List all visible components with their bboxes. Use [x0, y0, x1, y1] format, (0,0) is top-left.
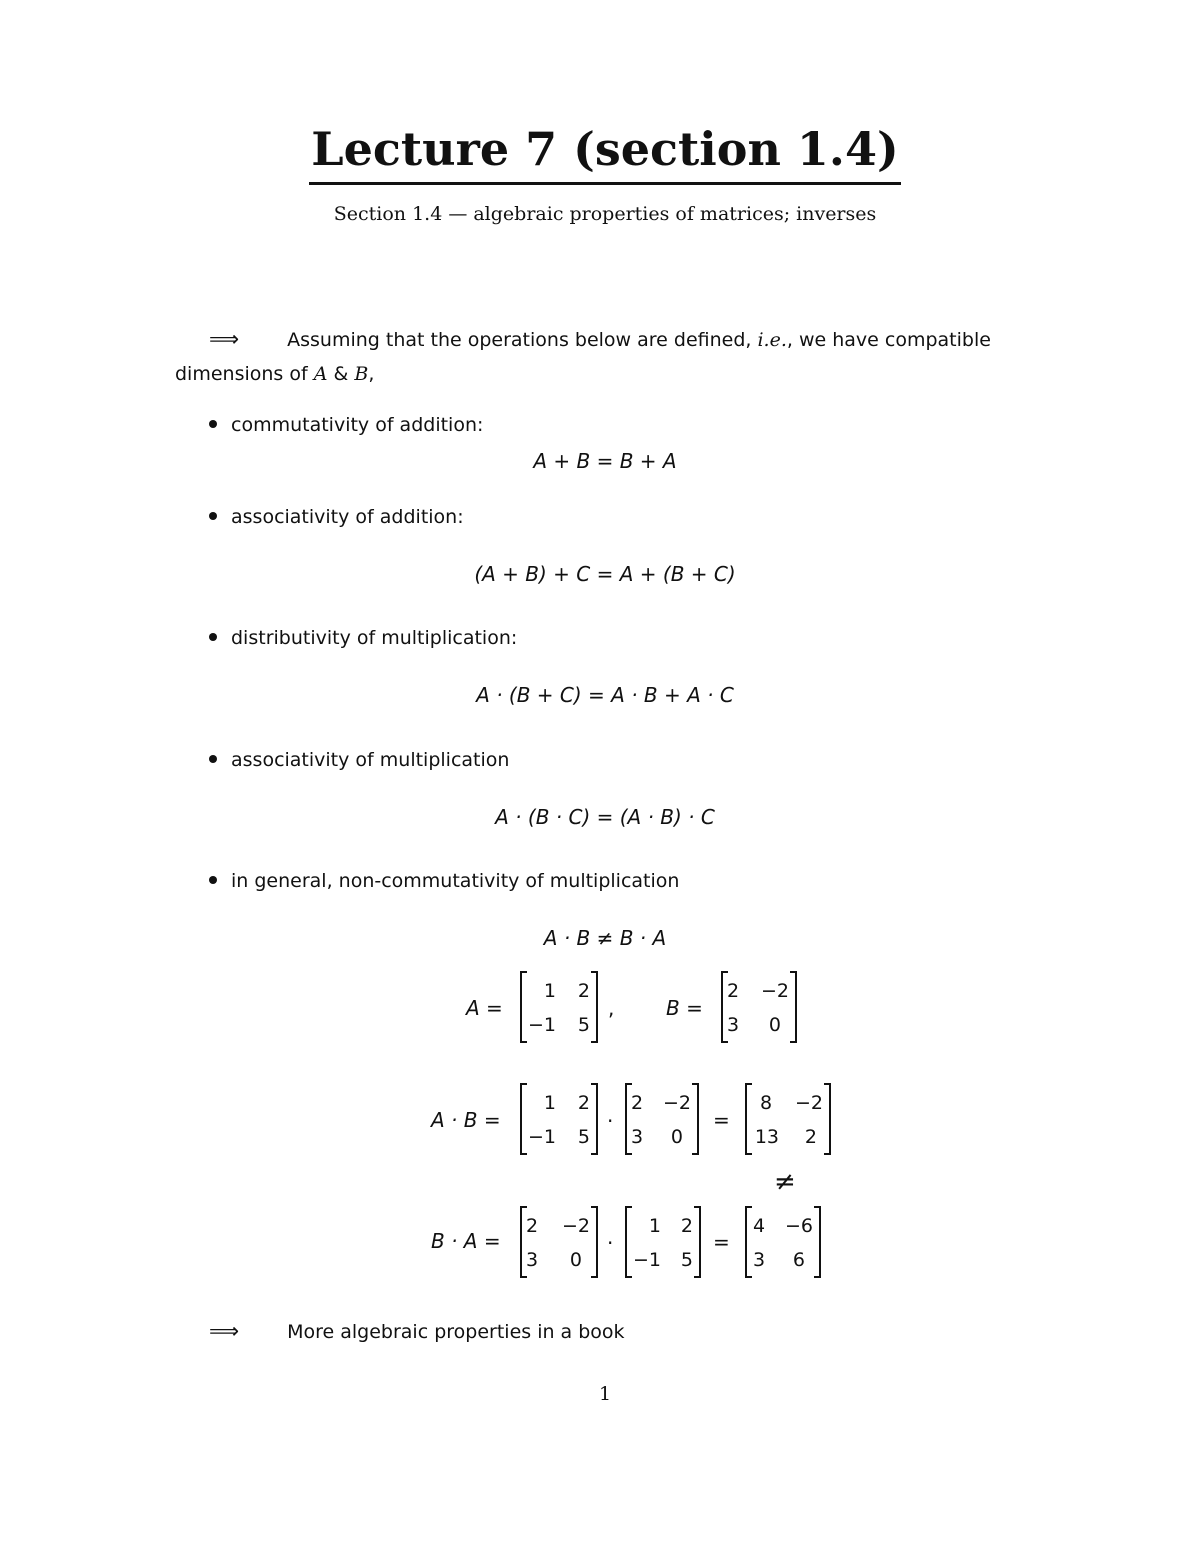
matrix-ba-right: [625, 1206, 701, 1278]
matrix-cell: 8: [759, 1092, 773, 1114]
implies-arrow-icon: ⟹: [209, 1319, 240, 1343]
page-number: 1: [598, 1383, 612, 1405]
matrix-cell: 6: [792, 1249, 805, 1271]
bullet-associativity-addition: [209, 506, 464, 528]
matrix-ab-result: [745, 1083, 831, 1155]
matrix-separator: ,: [608, 996, 615, 1020]
matrix-cell: 3: [753, 1249, 766, 1271]
matrix-cell: 2: [727, 980, 740, 1002]
formula-associativity-multiplication: A · (B · C) = (A · B) · C: [495, 805, 715, 829]
equals-sign: =: [713, 1230, 730, 1254]
matrix-ab-left: [520, 1083, 598, 1155]
intro-text-2: , we have compatible: [786, 329, 991, 351]
matrix-cell: 2: [680, 1215, 693, 1237]
matrix-cell: 2: [804, 1126, 817, 1148]
matrix-cell: 2: [577, 980, 590, 1002]
bullet-dot-icon: [209, 512, 217, 520]
intro-text-1: Assuming that the operations below are defined,: [287, 329, 752, 351]
intro-line-1: [209, 322, 1049, 357]
matrix-cell: 1: [648, 1215, 661, 1237]
bullet-label: distributivity of multiplication:: [231, 627, 518, 649]
matrix-cell: 1: [543, 1092, 556, 1114]
not-equal-sign: ≠: [774, 1167, 796, 1197]
page-title-text: Lecture 7 (section 1.4): [309, 120, 900, 185]
matrix-b: [721, 971, 797, 1043]
matrix-cell: −1: [528, 1014, 557, 1036]
matrix-cell: 13: [754, 1126, 779, 1148]
matrix-cell: 1: [543, 980, 556, 1002]
bullet-dot-icon: [209, 420, 217, 428]
matrix-ba-left: [520, 1206, 598, 1278]
matrix-cell: 4: [753, 1215, 766, 1237]
intro-matrix-a: A: [313, 363, 328, 385]
matrix-cell: 3: [526, 1249, 539, 1271]
matrix-cell: −6: [784, 1215, 813, 1237]
label-b-equals: B =: [666, 996, 703, 1020]
matrix-cell: 5: [577, 1014, 590, 1036]
matrix-ba-result: [745, 1206, 821, 1278]
matrix-cell: 5: [680, 1249, 693, 1271]
matrix-cell: −2: [561, 1215, 590, 1237]
page-subtitle: Section 1.4 — algebraic properties of matrices; inverses: [333, 203, 877, 225]
matrix-cell: 0: [768, 1014, 781, 1036]
bullet-label: in general, non-commutativity of multiplication: [231, 870, 680, 892]
matrix-cell: 3: [631, 1126, 644, 1148]
bullet-non-commutativity: [209, 870, 679, 892]
bullet-label: associativity of addition:: [231, 506, 464, 528]
matrix-cell: 2: [631, 1092, 644, 1114]
matrix-cell: −2: [794, 1092, 823, 1114]
matrix-cell: −1: [528, 1126, 557, 1148]
matrix-cell: 0: [569, 1249, 582, 1271]
formula-distributivity: A · (B + C) = A · B + A · C: [476, 683, 734, 707]
bullet-associativity-multiplication: [209, 749, 509, 771]
bullet-commutativity: [209, 414, 483, 436]
matrix-cell: 2: [577, 1092, 590, 1114]
bullet-dot-icon: [209, 633, 217, 641]
formula-associativity-addition: (A + B) + C = A + (B + C): [474, 562, 736, 586]
bullet-dot-icon: [209, 876, 217, 884]
bullet-distributivity: [209, 627, 517, 649]
equals-sign: =: [713, 1108, 730, 1132]
page-title: [0, 120, 1200, 185]
multiply-dot: ·: [607, 1231, 614, 1255]
intro-ie: i.e.: [757, 329, 787, 351]
intro-ampersand: &: [327, 363, 355, 385]
matrix-cell: −2: [760, 980, 789, 1002]
bullet-label: associativity of multiplication: [231, 749, 510, 771]
matrix-a: [520, 971, 598, 1043]
intro-comma: ,: [368, 363, 375, 385]
matrix-ab-right: [625, 1083, 699, 1155]
formula-non-commutativity: A · B ≠ B · A: [543, 926, 667, 950]
matrix-cell: 3: [727, 1014, 740, 1036]
matrix-cell: 0: [670, 1126, 683, 1148]
implies-arrow-icon: ⟹: [209, 327, 240, 351]
formula-commutativity: A + B = B + A: [533, 449, 677, 473]
matrix-cell: 5: [577, 1126, 590, 1148]
intro-dimensions-text: dimensions of: [175, 363, 314, 385]
bullet-dot-icon: [209, 755, 217, 763]
outro-line: [209, 1314, 625, 1349]
label-a-equals: A =: [466, 996, 503, 1020]
multiply-dot: ·: [607, 1109, 614, 1133]
intro-matrix-b: B: [354, 363, 369, 385]
label-ba-equals: B · A =: [431, 1229, 501, 1253]
bullet-label: commutativity of addition:: [231, 414, 484, 436]
matrix-cell: 2: [526, 1215, 539, 1237]
matrix-cell: −2: [662, 1092, 691, 1114]
matrix-cell: −1: [633, 1249, 662, 1271]
outro-text: More algebraic properties in a book: [287, 1321, 625, 1343]
label-ab-equals: A · B =: [431, 1108, 501, 1132]
intro-line-2: [175, 357, 374, 391]
